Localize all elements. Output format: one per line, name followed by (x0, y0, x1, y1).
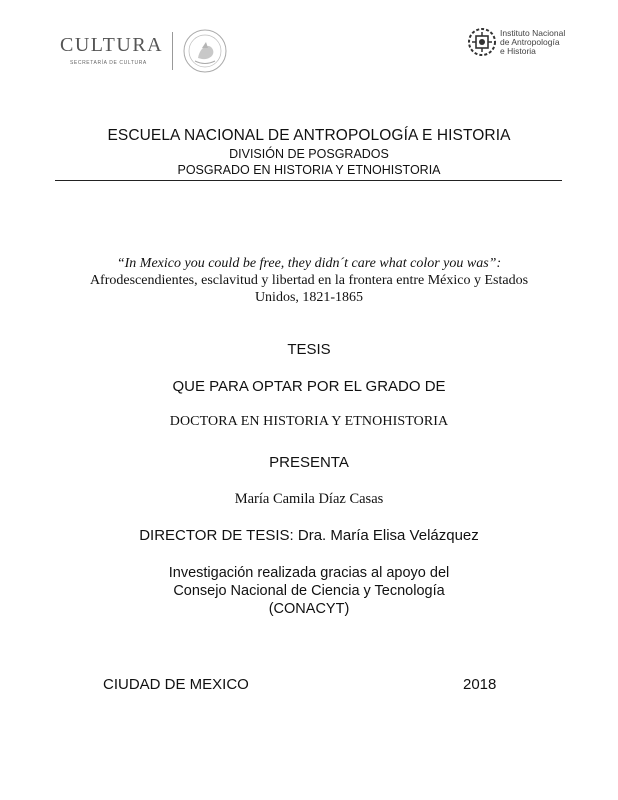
cultura-subtitle: SECRETARÍA DE CULTURA (70, 60, 147, 66)
cultura-logo (58, 28, 238, 78)
degree-name: DOCTORA EN HISTORIA Y ETNOHISTORIA (169, 414, 449, 429)
header-divider (55, 180, 562, 181)
thesis-title-quote: “In Mexico you could be free, they didn´t care what color you was”: (116, 256, 502, 271)
program-name: POSGRADO EN HISTORIA Y ETNOHISTORIA (177, 163, 441, 177)
thesis-subtitle: Afrodescendientes, esclavitud y libertad en la frontera entre México y Estados Unidos, 1821-1865 (89, 273, 529, 305)
division-name: DIVISIÓN DE POSGRADOS (229, 147, 389, 161)
thesis-director: DIRECTOR DE TESIS: Dra. María Elisa Velázquez (139, 527, 479, 544)
inah-name: Instituto Nacional de Antropología e Historia (500, 28, 566, 56)
degree-intro: QUE PARA OPTAR POR EL GRADO DE (172, 378, 446, 395)
funding-note: Investigación realizada gracias al apoyo del Consejo Nacional de Ciencia y Tecnología (CONACYT) (168, 565, 450, 617)
city: CIUDAD DE MEXICO (103, 676, 249, 693)
cultura-wordmark: CULTURA (60, 34, 164, 56)
logo-divider (172, 32, 173, 70)
mexico-seal-icon (180, 28, 230, 74)
inah-logo (466, 26, 576, 66)
presenta-label: PRESENTA (269, 454, 349, 471)
year: 2018 (463, 676, 497, 693)
author-name: María Camila Díaz Casas (234, 491, 384, 507)
inah-emblem-icon (466, 26, 498, 58)
school-name: ESCUELA NACIONAL DE ANTROPOLOGÍA E HISTORIA (107, 127, 511, 144)
document-type: TESIS (287, 341, 331, 358)
